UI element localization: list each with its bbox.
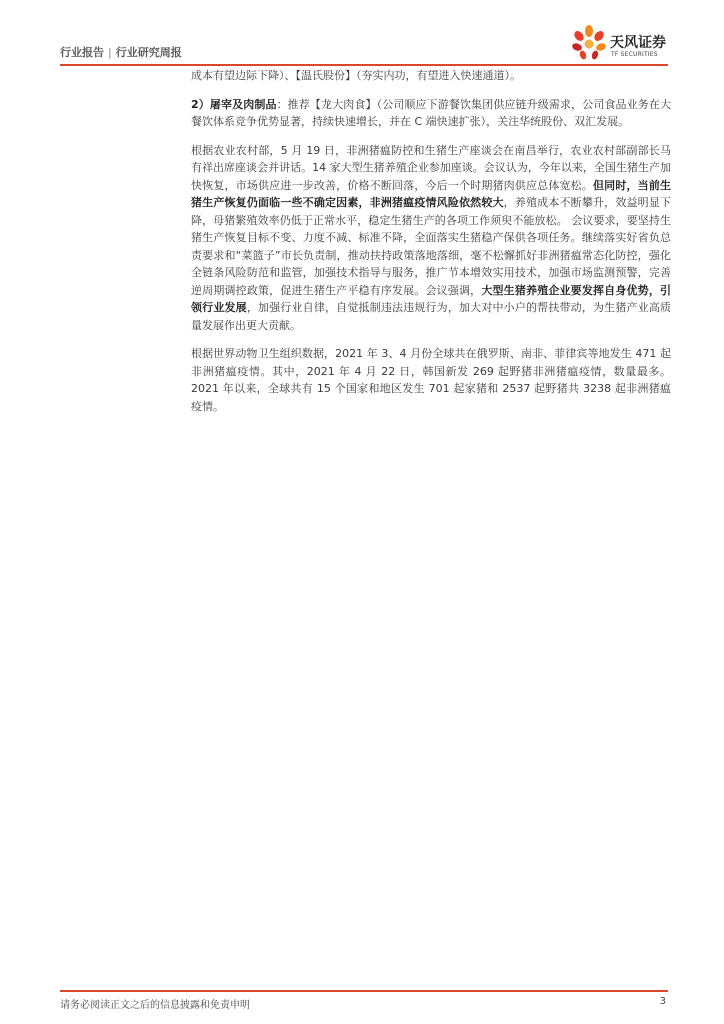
text-run: ：推荐【龙大肉食】（公司顺应下游餐饮集团供应链升级需求，公司食品业务在大餐饮体系竞争优势显著，持续快速增长，并在 C 端快速扩张），关注华统股份、双汇发展。 (191, 97, 672, 128)
body-paragraph (191, 345, 671, 415)
report-type: 行业报告 (60, 46, 104, 59)
text-run: 成本有望边际下降）、【温氏股份】（夯实内功，有望进入快速通道）。 (191, 69, 521, 82)
bold-text-run: 2）屠宰及肉制品 (191, 97, 277, 111)
footer-disclaimer: 请务必阅读正文之后的信息披露和免责申明 (60, 1000, 250, 1011)
text-run: 根据农业农村部，5 月 19 日，非洲猪瘟防控和生猪生产座谈会在南昌举行，农业农村部副部长马有祥出席座谈会并讲话。14 家大型生猪养殖企业参加座谈。会议认为，今年以来，全国生猪生产加快恢复，市场供应进一步改善，价格不断回落，今后一个时期猪肉供应总体宽松。 (191, 143, 671, 192)
text-run: ，加强行业自律，自觉抵制违法违规行为，加大对中小户的帮扶带动，为生猪产业高质量发展作出更大贡献。 (191, 301, 672, 332)
header-divider (60, 64, 668, 66)
bold-text-run: 大型生猪养殖企业要发挥自身优势，引领行业发展 (191, 283, 672, 314)
company-logo (570, 24, 680, 64)
footer-divider (60, 990, 668, 992)
logo-name-en: TF SECURITIES (611, 51, 658, 58)
page-number: 3 (659, 996, 666, 1007)
report-body (191, 67, 671, 426)
header-separator: | (108, 46, 112, 59)
report-header (60, 44, 182, 60)
text-run: 根据世界动物卫生组织数据，2021 年 3、4 月份全球共在俄罗斯、南非、菲律宾等地发生 471 起非洲猪瘟疫情。其中，2021 年 4 月 22 日，韩国新发 269 起野猪非洲猪瘟疫情，数量最多。2021 年以来，全球共有 15 个国家和地区发生 701 起家猪和 2537 起野猪共 3238 起非洲猪瘟疫情。 (191, 347, 671, 413)
body-paragraph (191, 67, 671, 85)
report-subtype: 行业研究周报 (115, 46, 182, 59)
logo-name-cn: 天风证券 (610, 35, 666, 51)
bold-text-run: 但同时，当前生猪生产恢复仍面临一些不确定因素，非洲猪瘟疫情风险依然较大 (191, 178, 671, 209)
tf-securities-logo-icon (570, 24, 608, 62)
body-paragraph (191, 142, 671, 335)
text-run: ，养殖成本不断攀升，效益明显下降，母猪繁殖效率仍低于正常水平，稳定生猪生产的各项工作须臾不能放松。 会议要求，要坚持生猪生产恢复目标不变、力度不减、标准不降，全面落实生猪稳产保供各项任务。继续落实好省负总责要求和“菜篮子”市长负责制，推动扶持政策落地落细，毫不松懈抓好非洲猪瘟常态化防控，强化全链条风险防范和监管，加强技术指导与服务，推广节本增效实用技术，加强市场监测预警，完善逆周期调控政策，促进生猪生产平稳有序发展。会议强调， (191, 196, 672, 297)
body-paragraph (191, 96, 671, 131)
